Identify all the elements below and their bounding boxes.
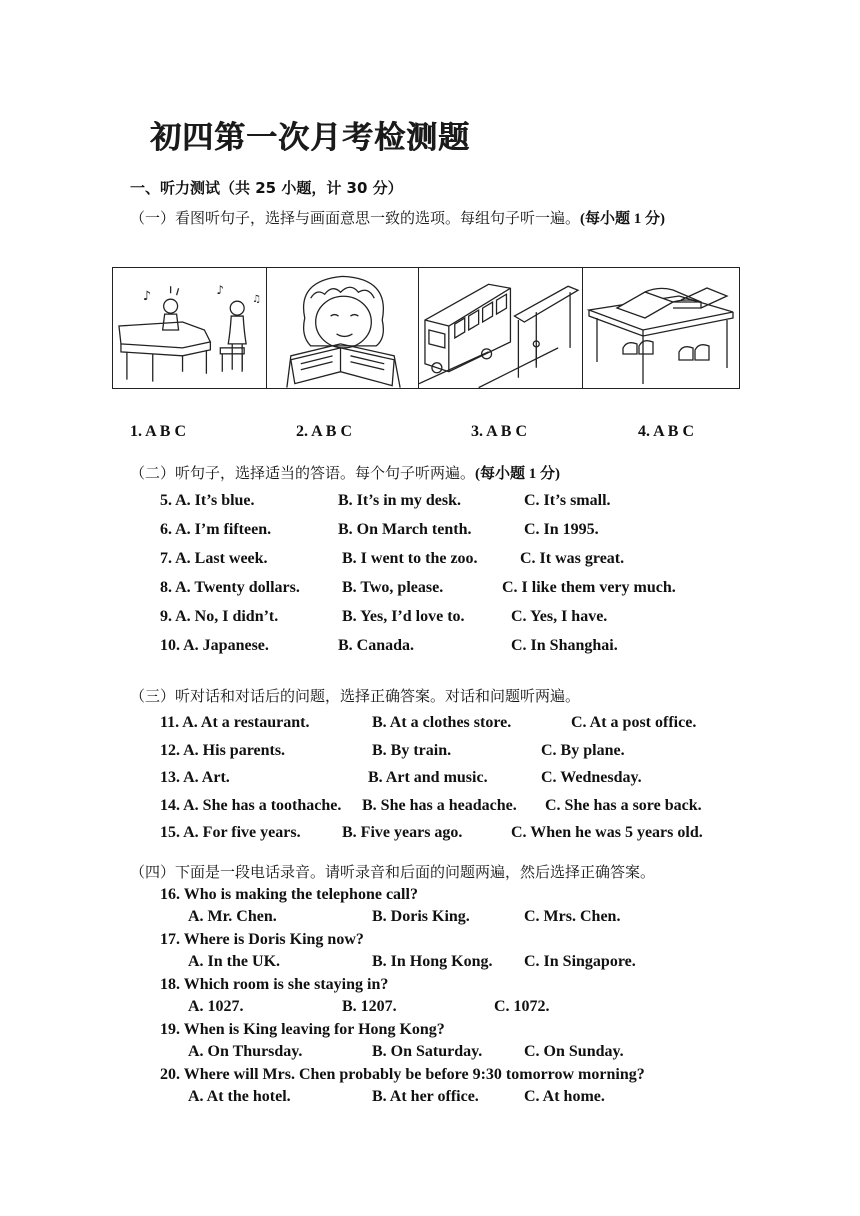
picture-strip xyxy=(112,267,740,389)
option-c[interactable]: C. When he was 5 years old. xyxy=(511,824,703,841)
option-c[interactable]: C. In 1995. xyxy=(524,521,599,538)
section-heading: 一、听力测试（共 25 小题，计 30 分） xyxy=(130,179,403,197)
question-text: 20. Where will Mrs. Chen probably be before 9:30 tomorrow morning? xyxy=(160,1066,645,1083)
part1-instr-points: (每小题 1 分) xyxy=(580,211,666,227)
option-b[interactable]: B. Art and music. xyxy=(368,769,488,786)
option-b[interactable]: B. It’s in my desk. xyxy=(338,492,461,509)
option-c[interactable]: C. She has a sore back. xyxy=(545,797,702,814)
picture-answer[interactable]: 3. A B C xyxy=(471,423,528,440)
option-b[interactable]: B. She has a headache. xyxy=(362,797,517,814)
option-c[interactable]: C. At home. xyxy=(524,1088,605,1105)
option-a[interactable]: 13. A. Art. xyxy=(160,769,230,786)
option-a[interactable]: A. Mr. Chen. xyxy=(188,908,277,925)
question-text: 19. When is King leaving for Hong Kong? xyxy=(160,1021,445,1038)
option-b[interactable]: B. On March tenth. xyxy=(338,521,472,538)
option-b[interactable]: B. At her office. xyxy=(372,1088,479,1105)
part1-instructions xyxy=(130,206,740,232)
part2-instructions xyxy=(130,462,560,483)
option-b[interactable]: B. 1207. xyxy=(342,998,397,1015)
books-on-table-icon xyxy=(583,268,739,388)
option-a[interactable]: A. 1027. xyxy=(188,998,244,1015)
option-b[interactable]: B. I went to the zoo. xyxy=(342,550,478,567)
option-c[interactable]: C. By plane. xyxy=(541,742,625,759)
option-a[interactable]: 12. A. His parents. xyxy=(160,742,286,759)
option-a[interactable]: 7. A. Last week. xyxy=(160,550,268,567)
girl-reading-book-icon xyxy=(267,268,419,388)
option-a[interactable]: 11. A. At a restaurant. xyxy=(160,714,310,731)
option-a[interactable]: 10. A. Japanese. xyxy=(160,637,269,654)
option-c[interactable]: C. On Sunday. xyxy=(524,1043,624,1060)
option-c[interactable]: C. At a post office. xyxy=(571,714,697,731)
option-b[interactable]: B. Five years ago. xyxy=(342,824,463,841)
option-b[interactable]: B. On Saturday. xyxy=(372,1043,483,1060)
part4-instructions: （四）下面是一段电话录音。请听录音和后面的问题两遍，然后选择正确答案。 xyxy=(130,863,656,881)
option-b[interactable]: B. Canada. xyxy=(338,637,415,654)
option-c[interactable]: C. Mrs. Chen. xyxy=(524,908,621,925)
option-c[interactable]: C. In Singapore. xyxy=(524,953,636,970)
option-a[interactable]: A. On Thursday. xyxy=(188,1043,303,1060)
option-a[interactable]: A. At the hotel. xyxy=(188,1088,291,1105)
option-c[interactable]: C. It’s small. xyxy=(524,492,611,509)
option-b[interactable]: B. In Hong Kong. xyxy=(372,953,493,970)
question-text: 18. Which room is she staying in? xyxy=(160,976,389,993)
page-title: 初四第一次月考检测题 xyxy=(150,120,470,156)
picture-answer[interactable]: 4. A B C xyxy=(638,423,695,440)
option-c[interactable]: C. 1072. xyxy=(494,998,550,1015)
picture-answer[interactable]: 2. A B C xyxy=(296,423,353,440)
option-c[interactable]: C. Yes, I have. xyxy=(511,608,608,625)
option-b[interactable]: B. Two, please. xyxy=(342,579,444,596)
option-b[interactable]: B. Doris King. xyxy=(372,908,470,925)
svg-text:♪: ♪ xyxy=(142,289,152,305)
option-c[interactable]: C. I like them very much. xyxy=(502,579,676,596)
option-a[interactable]: 9. A. No, I didn’t. xyxy=(160,608,279,625)
svg-text:♪: ♪ xyxy=(216,283,224,298)
option-b[interactable]: B. At a clothes store. xyxy=(372,714,512,731)
question-text: 16. Who is making the telephone call? xyxy=(160,886,418,903)
option-c[interactable]: C. In Shanghai. xyxy=(511,637,618,654)
option-c[interactable]: C. Wednesday. xyxy=(541,769,642,786)
part3-instructions: （三）听对话和对话后的问题，选择正确答案。对话和问题听两遍。 xyxy=(130,687,581,705)
question-text: 17. Where is Doris King now? xyxy=(160,931,364,948)
option-b[interactable]: B. By train. xyxy=(372,742,452,759)
svg-text:♫: ♫ xyxy=(252,294,261,306)
option-a[interactable]: 8. A. Twenty dollars. xyxy=(160,579,300,596)
option-a[interactable]: 14. A. She has a toothache. xyxy=(160,797,342,814)
option-b[interactable]: B. Yes, I’d love to. xyxy=(342,608,465,625)
option-c[interactable]: C. It was great. xyxy=(520,550,625,567)
bus-and-bus-stop-icon xyxy=(419,268,583,388)
picture-answer[interactable]: 1. A B C xyxy=(130,423,187,440)
option-a[interactable]: 5. A. It’s blue. xyxy=(160,492,255,509)
option-a[interactable]: 6. A. I’m fifteen. xyxy=(160,521,272,538)
part1-instr-text: （一）看图听句子，选择与画面意思一致的选项。每组句子听一遍。 xyxy=(130,209,581,227)
pianist-with-child-icon xyxy=(113,268,267,388)
option-a[interactable]: 15. A. For five years. xyxy=(160,824,301,841)
option-a[interactable]: A. In the UK. xyxy=(188,953,281,970)
part2-instr-text: （二）听句子，选择适当的答语。每个句子听两遍。 xyxy=(130,464,476,482)
part2-instr-points: (每小题 1 分) xyxy=(475,466,561,482)
